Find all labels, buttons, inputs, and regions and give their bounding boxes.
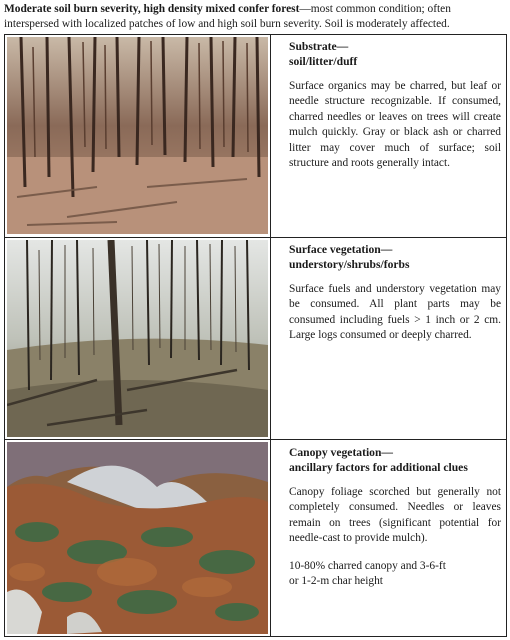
row-body-text: Canopy foliage scorched but generally not completely consumed. Needles or leaves remain on trees (significant potential for needle-cast to provide mulch). (289, 486, 501, 545)
page-header (4, 2, 506, 32)
column-divider (270, 440, 271, 636)
row-body-text: Surface organics may be charred, but leaf or needle structure recognizable. If consumed, charred needles or leaves on trees will create mulch quickly. Gray or black ash or charred litter may cover much of surface; soil structure and roots generally intact. (289, 80, 501, 170)
row-title: Surface vegetation— understory/shrubs/forbs (289, 243, 410, 271)
substrate-description (289, 40, 501, 171)
table-row-substrate (5, 35, 506, 238)
burned-forest-floor-photo (7, 37, 268, 234)
row-body-text-secondary: 10-80% charred canopy and 3-6-ft or 1-2-m char height (289, 559, 446, 588)
column-divider (270, 238, 271, 439)
burned-understory-photo (7, 240, 268, 437)
row-title: Canopy vegetation— ancillary factors for additional clues (289, 446, 468, 474)
table-row-surface-vegetation (5, 238, 506, 440)
header-title: Moderate soil burn severity, high density mixed confer forest (4, 3, 300, 15)
surface-vegetation-description (289, 243, 501, 344)
header-description: —most common condition; often interspersed with localized patches of low and high soil burn severity. Soil is moderately affected. (4, 3, 451, 30)
severity-table (4, 34, 507, 637)
canopy-vegetation-description (289, 446, 501, 589)
row-title: Substrate— soil/litter/duff (289, 40, 358, 68)
column-divider (270, 35, 271, 237)
row-body-text: Surface fuels and understory vegetation may be consumed. All plant parts may be consumed including fuels > 1 inch or 2 cm. Large logs consumed or deeply charred. (289, 283, 501, 342)
table-row-canopy-vegetation (5, 440, 506, 636)
scorched-canopy-hillside-photo (7, 442, 268, 634)
